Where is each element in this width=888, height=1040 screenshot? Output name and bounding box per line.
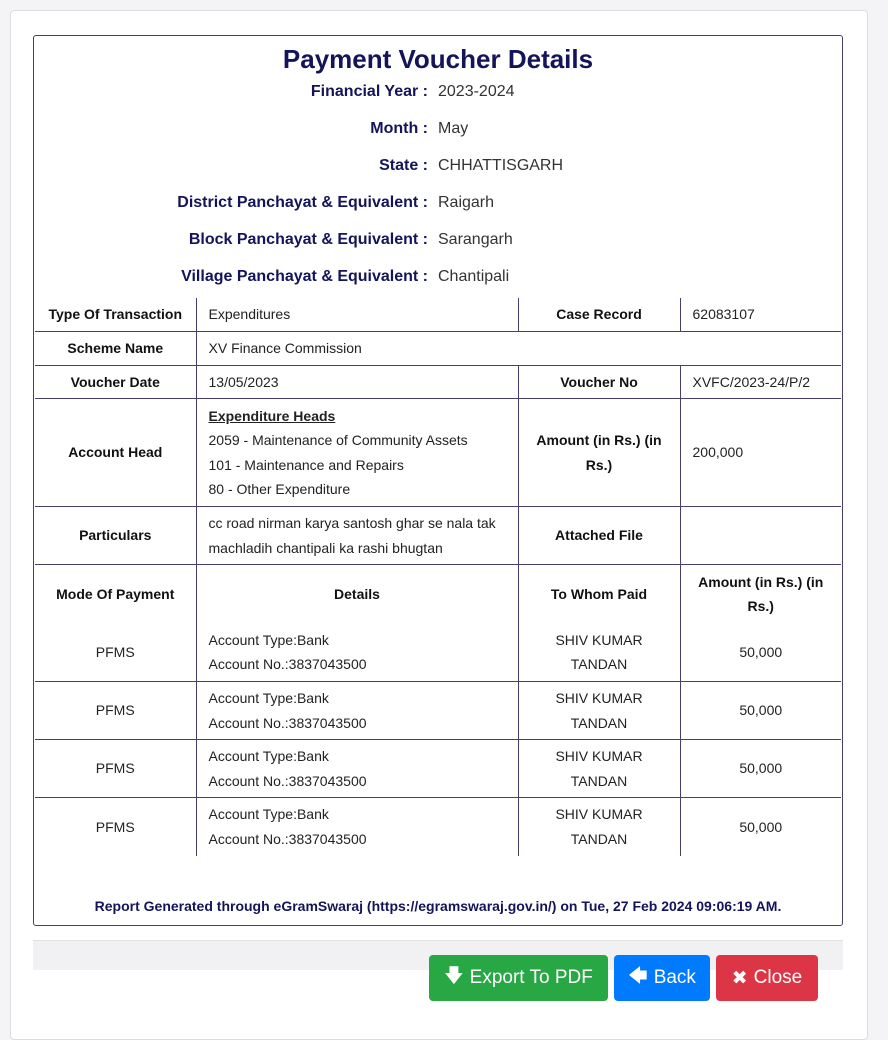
table-row <box>35 399 841 507</box>
info-value: Raigarh <box>438 194 495 211</box>
case-value: 62083107 <box>680 298 841 331</box>
info-value: 2023-2024 <box>438 83 515 100</box>
payment-amount: 50,000 <box>680 740 841 798</box>
close-button[interactable] <box>716 955 818 1001</box>
close-icon: ✖ <box>731 967 748 989</box>
attached-file-label: Attached File <box>518 507 680 565</box>
info-label: Financial Year : <box>310 83 428 100</box>
info-row <box>34 157 842 181</box>
attached-file-value <box>680 507 841 565</box>
payment-mode: PFMS <box>35 624 196 682</box>
payee: SHIV KUMAR TANDAN <box>518 682 680 740</box>
report-footer: Report Generated through eGramSwaraj (https://egramswaraj.gov.in/) on Tue, 27 Feb 2024 09:06:19 AM. <box>94 898 782 914</box>
info-value: Sarangarh <box>438 231 513 248</box>
scheme-label: Scheme Name <box>35 331 196 365</box>
payment-mode: PFMS <box>35 740 196 798</box>
account-no: Account No.:3837043500 <box>208 830 367 847</box>
info-row <box>34 231 842 255</box>
type-value: Expenditures <box>196 298 518 331</box>
close-label: Close <box>753 967 803 988</box>
column-header: To Whom Paid <box>518 565 680 624</box>
account-no: Account No.:3837043500 <box>208 656 367 673</box>
amount-value: 200,000 <box>680 399 841 507</box>
table-row <box>35 298 841 331</box>
info-label: State : <box>379 157 428 174</box>
info-label: Village Panchayat & Equivalent : <box>181 268 428 285</box>
payee: SHIV KUMAR TANDAN <box>518 740 680 798</box>
payment-row <box>35 682 841 740</box>
payment-details <box>196 624 518 682</box>
type-label: Type Of Transaction <box>35 298 196 331</box>
table-row <box>35 331 841 365</box>
payment-details <box>196 682 518 740</box>
date-label: Voucher Date <box>35 365 196 399</box>
payments-header-row <box>35 565 841 624</box>
column-header: Amount (in Rs.) (in Rs.) <box>680 565 841 624</box>
column-header: Mode Of Payment <box>35 565 196 624</box>
head-item: 101 - Maintenance and Repairs <box>208 456 404 473</box>
account-head-label: Account Head <box>35 399 196 507</box>
head-item: 80 - Other Expenditure <box>208 481 351 497</box>
amount-label: Amount (in Rs.) (in Rs.) <box>518 399 680 507</box>
voucher-table <box>35 298 841 856</box>
info-row <box>34 83 842 107</box>
info-label: Block Panchayat & Equivalent : <box>188 231 428 248</box>
head-item: 2059 - Maintenance of Community Assets <box>208 432 468 448</box>
particulars-value: cc road nirman karya santosh ghar se nala tak machladih chantipali ka rashi bhugtan <box>196 507 518 565</box>
account-type: Account Type:Bank <box>208 748 329 764</box>
payment-row <box>35 624 841 682</box>
scheme-value: XV Finance Commission <box>196 331 841 365</box>
info-label: District Panchayat & Equivalent : <box>177 194 428 211</box>
back-label: Back <box>653 967 696 988</box>
voucher-no-value: XVFC/2023-24/P/2 <box>680 365 841 399</box>
payment-mode: PFMS <box>35 798 196 856</box>
info-value: CHHATTISGARH <box>438 157 564 174</box>
payee: SHIV KUMAR TANDAN <box>518 624 680 682</box>
payee: SHIV KUMAR TANDAN <box>518 798 680 856</box>
particulars-label: Particulars <box>35 507 196 565</box>
export-label: Export To PDF <box>469 967 593 988</box>
payment-mode: PFMS <box>35 682 196 740</box>
payment-amount: 50,000 <box>680 798 841 856</box>
account-type: Account Type:Bank <box>208 631 329 648</box>
page-title: Payment Voucher Details <box>282 44 594 74</box>
payment-details <box>196 798 518 856</box>
info-value: May <box>438 120 469 137</box>
info-row <box>34 120 842 144</box>
account-no: Account No.:3837043500 <box>208 772 367 789</box>
arrow-down-icon: 🡇 <box>444 966 464 987</box>
export-pdf-button[interactable] <box>429 955 608 1001</box>
voucher-report <box>33 35 843 926</box>
column-header: Details <box>196 565 518 624</box>
account-no: Account No.:3837043500 <box>208 714 367 731</box>
voucher-no-label: Voucher No <box>518 365 680 399</box>
account-type: Account Type:Bank <box>208 690 329 706</box>
info-value: Chantipali <box>438 268 510 285</box>
payment-row <box>35 798 841 856</box>
info-row <box>34 194 842 218</box>
payment-row <box>35 740 841 798</box>
account-type: Account Type:Bank <box>208 806 329 823</box>
table-row <box>35 365 841 399</box>
account-heads <box>196 399 518 507</box>
table-row <box>35 507 841 565</box>
date-value: 13/05/2023 <box>196 365 518 399</box>
info-row <box>34 268 842 292</box>
arrow-left-icon: 🡄 <box>628 966 648 987</box>
payment-amount: 50,000 <box>680 682 841 740</box>
info-label: Month : <box>370 120 428 137</box>
payment-amount: 50,000 <box>680 624 841 682</box>
payment-details <box>196 740 518 798</box>
back-button[interactable] <box>614 955 710 1001</box>
case-label: Case Record <box>518 298 680 331</box>
heads-title: Expenditure Heads <box>208 407 336 424</box>
